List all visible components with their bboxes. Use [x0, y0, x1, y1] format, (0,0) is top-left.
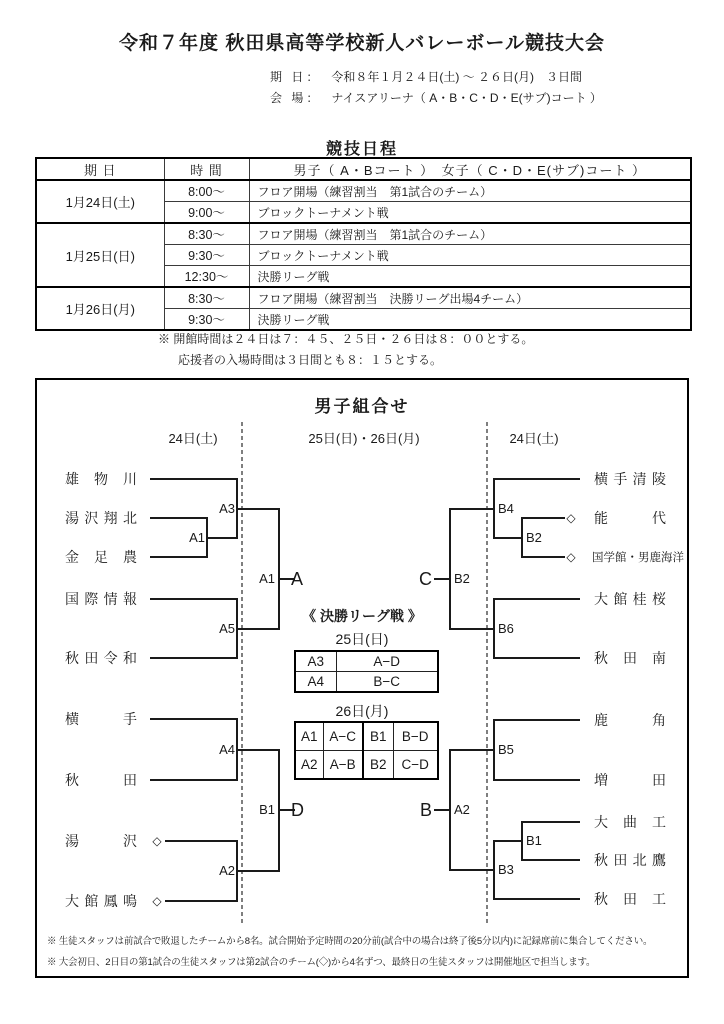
league-pairing-cell: A−C	[323, 722, 363, 751]
match-label: B3	[498, 862, 514, 877]
venue-value: ナイスアリーナ（ A・B・C・D・E(サブ)コート ）	[331, 91, 602, 105]
team-name: 金 足 農	[65, 549, 137, 565]
venue-line	[270, 89, 602, 106]
col-header-date: 期 日	[36, 158, 164, 180]
league-pairing-cell: C−D	[393, 751, 438, 780]
student-staff-diamond-icon: ◇	[152, 894, 162, 908]
match-label: A1	[259, 571, 275, 586]
schedule-event-cell: 決勝リーグ戦	[249, 266, 691, 288]
league-row	[295, 672, 438, 693]
col-header-courts: 男子（ A・Bコート ） 女子（ C・D・E(サブ)コート ）	[249, 158, 691, 180]
team-name: 国学館・男鹿海洋	[592, 552, 684, 564]
bracket-col-header-right: 24日(土)	[509, 431, 559, 446]
schedule-row	[36, 287, 691, 309]
match-label: A2	[454, 802, 470, 817]
schedule-time-cell: 8:00～	[164, 180, 249, 202]
team-name: 湯 沢	[65, 833, 137, 849]
final-league-day2-table	[294, 721, 439, 780]
final-league-heading: 《 決勝リーグ戦 》	[302, 608, 422, 624]
schedule-event-cell: ブロックトーナメント戦	[249, 245, 691, 266]
schedule-event-cell: ブロックトーナメント戦	[249, 202, 691, 224]
schedule-time-cell: 9:30～	[164, 245, 249, 266]
schedule-row	[36, 180, 691, 202]
schedule-event-cell: フロア開場（練習割当 決勝リーグ出場4チーム）	[249, 287, 691, 309]
schedule-time-cell: 8:30～	[164, 223, 249, 245]
match-label: B1	[526, 833, 542, 848]
schedule-event-cell: フロア開場（練習割当 第1試合のチーム）	[249, 180, 691, 202]
schedule-date-cell: 1月25日(日)	[36, 223, 164, 287]
schedule-note: ※ 開館時間は２４日は７：４５、２５日・２６日は８：００とする。	[158, 332, 534, 346]
team-name: 横 手 清 陵	[594, 471, 666, 487]
match-label: B4	[498, 501, 514, 516]
team-name: 鹿 角	[594, 712, 666, 728]
date-value: 令和８年１月２４日(土) ～ ２６日(月) ３日間	[331, 70, 582, 84]
match-label: B6	[498, 621, 514, 636]
bracket-heading: 男子組合せ	[314, 397, 410, 416]
team-name: 大 館 鳳 鳴	[65, 893, 137, 909]
team-name: 国 際 情 報	[65, 591, 137, 607]
league-pairing-cell: A−B	[323, 751, 363, 780]
league-pairing-cell: A−D	[336, 651, 438, 672]
block-letter-a: A	[291, 569, 304, 589]
team-name: 湯 沢 翔 北	[65, 510, 137, 526]
match-label: B1	[259, 802, 275, 817]
student-staff-diamond-icon: ◇	[566, 511, 576, 525]
final-league-day2-label: 26日(月)	[335, 703, 389, 719]
league-match-cell: A3	[295, 651, 336, 672]
league-match-cell: B1	[363, 722, 393, 751]
team-name: 雄 物 川	[65, 471, 137, 487]
bracket-note: ※ 大会初日、2日目の第1試合の生徒スタッフは第2試合のチーム(◇)から4名ずつ、最終日の生徒スタッフは開催地区で担当します。	[47, 957, 596, 968]
student-staff-diamond-icon: ◇	[152, 834, 162, 848]
team-name: 能 代	[594, 510, 666, 526]
league-match-cell: A2	[295, 751, 323, 780]
schedule-time-cell: 9:00～	[164, 202, 249, 224]
schedule-event-cell: フロア開場（練習割当 第1試合のチーム）	[249, 223, 691, 245]
block-letter-d: D	[291, 800, 304, 820]
team-name: 秋 田 南	[594, 650, 666, 666]
league-match-cell: A1	[295, 722, 323, 751]
team-name: 大 館 桂 桜	[594, 591, 666, 607]
schedule-heading: 競技日程	[325, 141, 398, 158]
final-league-day1-table	[294, 650, 439, 693]
match-label: A4	[219, 742, 235, 757]
match-label: B2	[454, 571, 470, 586]
schedule-event-cell: 決勝リーグ戦	[249, 309, 691, 331]
final-league-day1-label: 25日(日)	[335, 631, 389, 647]
team-name: 増 田	[594, 772, 666, 788]
schedule-table	[35, 157, 692, 331]
col-header-time: 時 間	[164, 158, 249, 180]
schedule-date-cell: 1月26日(月)	[36, 287, 164, 330]
bracket-col-header-middle: 25日(日)・26日(月)	[308, 431, 420, 446]
schedule-row	[36, 223, 691, 245]
schedule-time-cell: 9:30～	[164, 309, 249, 331]
student-staff-diamond-icon: ◇	[566, 550, 576, 564]
match-label: A3	[219, 501, 235, 516]
bracket-note: ※ 生徒スタッフは前試合で敗退したチームから8名。試合開始予定時間の20分前(試合中の場合は終了後5分以内)に記録席前に集合してください。	[47, 936, 653, 947]
venue-label: 会 場：	[270, 91, 322, 105]
event-date-line	[270, 68, 582, 85]
block-letter-c: C	[419, 569, 432, 589]
bracket-col-header-left: 24日(土)	[168, 431, 218, 446]
team-name: 秋 田	[65, 772, 137, 788]
team-name: 横 手	[65, 711, 137, 727]
block-letter-b: B	[419, 800, 432, 820]
league-match-cell: A4	[295, 672, 336, 693]
league-row	[295, 651, 438, 672]
schedule-time-cell: 12:30～	[164, 266, 249, 288]
date-label: 期 日：	[270, 70, 322, 84]
league-pairing-cell: B−D	[393, 722, 438, 751]
mens-bracket-section	[35, 378, 689, 978]
schedule-note: 応援者の入場時間は３日間とも８：１５とする。	[178, 353, 443, 367]
match-label: B5	[498, 742, 514, 757]
match-label: B2	[526, 530, 542, 545]
league-row	[295, 722, 438, 751]
schedule-header-row	[36, 158, 691, 180]
league-match-cell: B2	[363, 751, 393, 780]
schedule-date-cell: 1月24日(土)	[36, 180, 164, 223]
team-name: 秋 田 工	[594, 891, 666, 907]
match-label: A1	[189, 530, 205, 545]
league-row	[295, 751, 438, 780]
match-label: A5	[219, 621, 235, 636]
league-pairing-cell: B−C	[336, 672, 438, 693]
schedule-time-cell: 8:30～	[164, 287, 249, 309]
team-name: 秋 田 北 鷹	[594, 852, 666, 868]
team-name: 大 曲 工	[594, 814, 666, 830]
match-label: A2	[219, 863, 235, 878]
team-name: 秋 田 令 和	[65, 650, 137, 666]
page-title: 令和７年度 秋田県高等学校新人バレーボール競技大会	[119, 33, 605, 54]
